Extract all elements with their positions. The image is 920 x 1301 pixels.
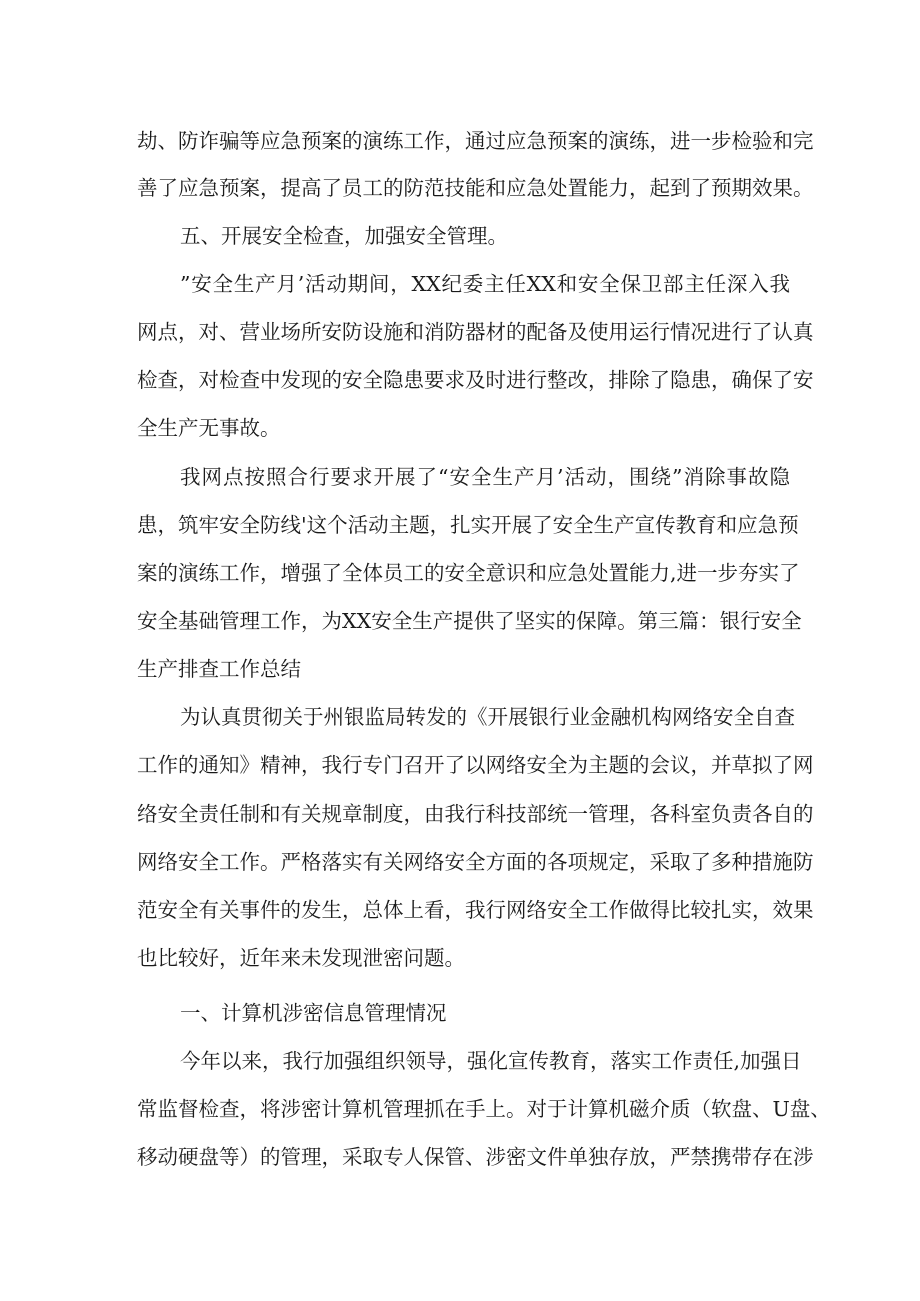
text-line: 网络安全工作。严格落实有关网络安全方面的各项规定，采取了多种措施防 (137, 850, 814, 874)
text-line: 常监督检查，将涉密计算机管理抓在手上。对于计算机磁介质（软盘、U盘、 (137, 1097, 831, 1121)
section-heading: 五、开展安全检查，加强安全管理。 (180, 224, 508, 248)
text-line: ”安全生产月’活动期间，XX纪委主任XX和安全保卫部主任深入我 (180, 272, 790, 296)
text-line: 网点，对、营业场所安防设施和消防器材的配备及使用运行情况进行了认真 (137, 320, 814, 344)
text-line: 全生产无事故。 (137, 416, 281, 440)
text-line: 范安全有关事件的发生，总体上看，我行网络安全工作做得比较扎实，效果 (137, 898, 814, 922)
text-line: 安全基础管理工作，为XX安全生产提供了坚实的保障。第三篇：银行安全 (137, 609, 802, 633)
text-line: 也比较好，近年来未发现泄密问题。 (137, 946, 465, 970)
text-line: 善了应急预案，提高了员工的防范技能和应急处置能力，起到了预期效果。 (137, 176, 814, 200)
text-line: 络安全责任制和有关规章制度，由我行科技部统一管理，各科室负责各自的 (137, 802, 814, 826)
text-line: 为认真贯彻关于州银监局转发的《开展银行业金融机构网络安全自查 (180, 705, 795, 729)
text-line: 生产排查工作总结 (137, 657, 301, 681)
text-line: 今年以来，我行加强组织领导，强化宣传教育，落实工作责任,加强日 (180, 1049, 802, 1073)
text-line: 我网点按照合行要求开展了“安全生产月’活动，围绕”消除事故隐 (180, 465, 790, 489)
section-heading: 一、计算机涉密信息管理情况 (180, 1001, 447, 1025)
text-line: 案的演练工作，增强了全体员工的安全意识和应急处置能力,进一步夯实了 (137, 561, 800, 585)
text-line: 工作的通知》精神，我行专门召开了以网络安全为主题的会议，并草拟了网 (137, 753, 814, 777)
text-line: 患，筑牢安全防线'这个活动主题，扎实开展了安全生产宣传教育和应急预 (137, 513, 799, 537)
text-line: 劫、防诈骗等应急预案的演练工作，通过应急预案的演练，进一步检验和完 (137, 129, 814, 153)
text-line: 移动硬盘等）的管理，采取专人保管、涉密文件单独存放，严禁携带存在涉 (137, 1145, 814, 1169)
text-line: 检查，对检查中发现的安全隐患要求及时进行整改，排除了隐患，确保了安 (137, 368, 814, 392)
